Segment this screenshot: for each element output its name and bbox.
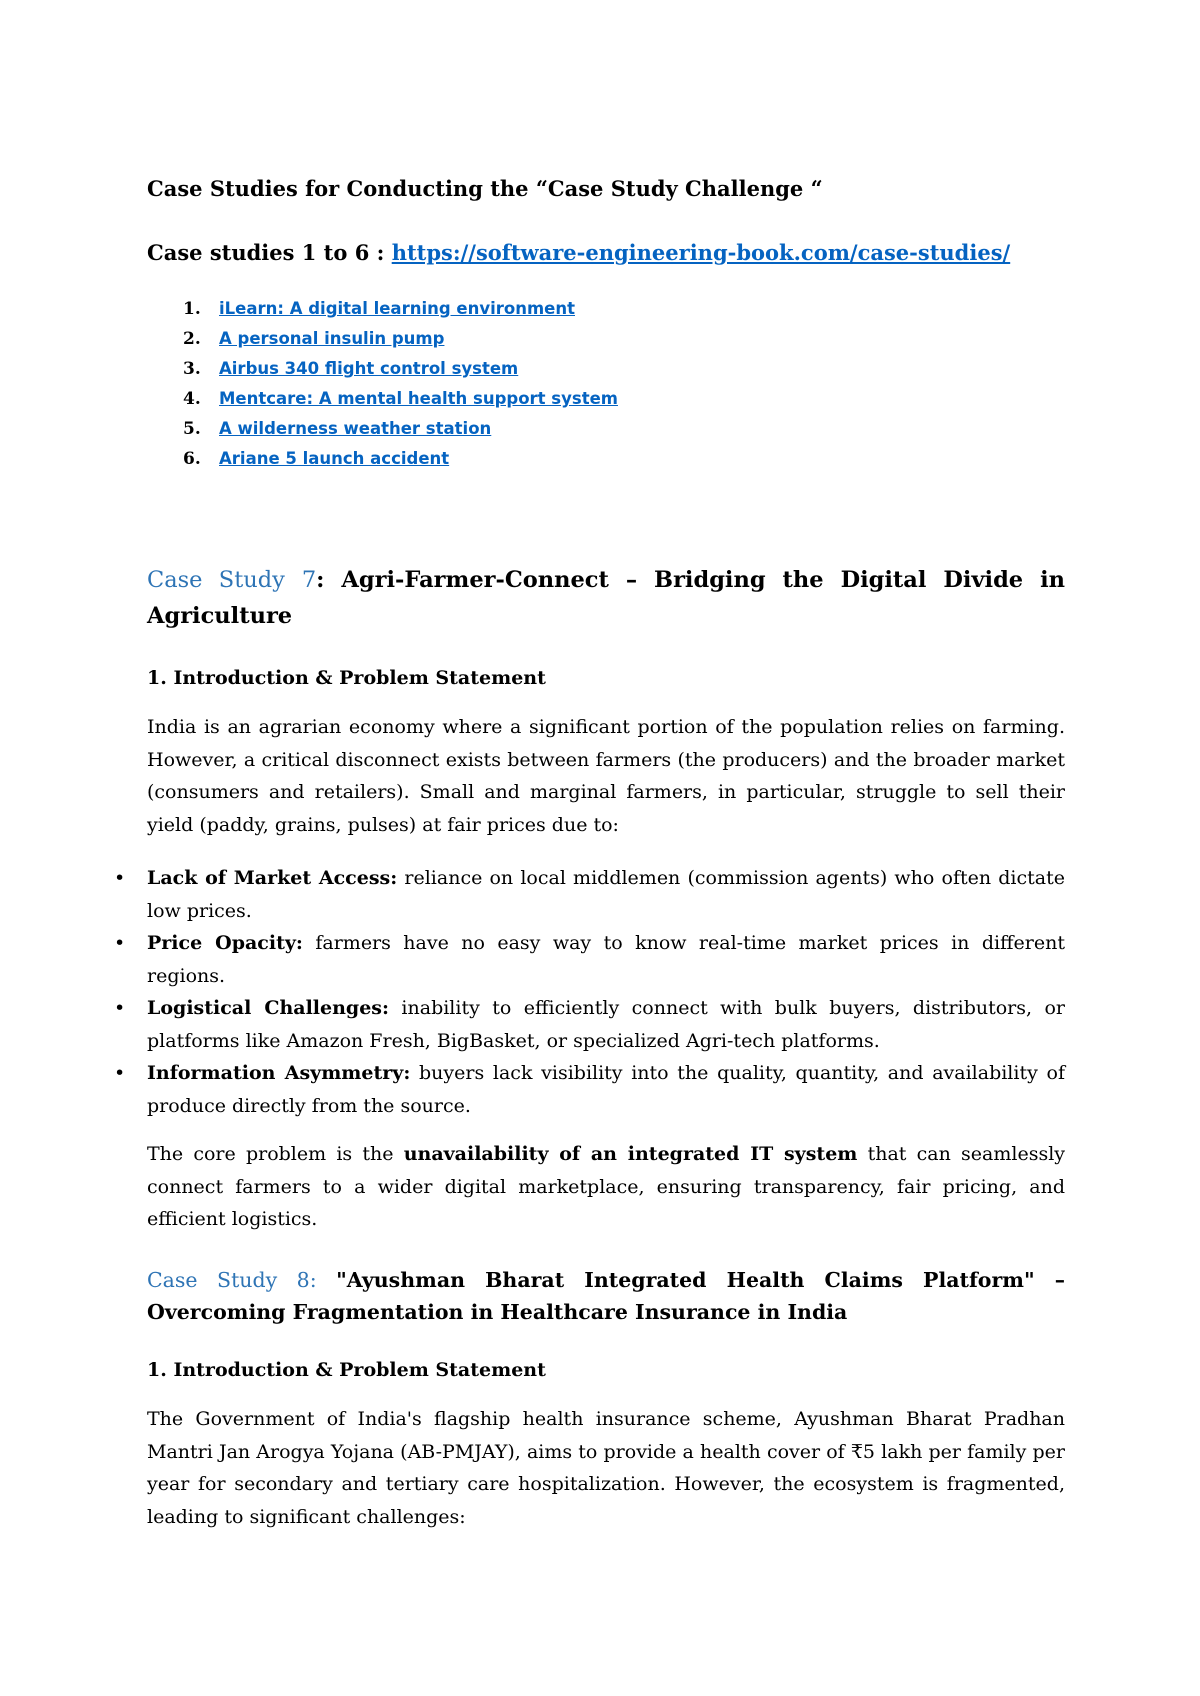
list-item — [114, 862, 1065, 927]
issue-title: Lack of Market Access: — [147, 867, 398, 889]
list-number: 3. — [183, 359, 201, 379]
case-study-8-intro-paragraph: The Government of India's flagship health insurance scheme, Ayushman Bharat Pradhan Mantri Jan Arogya Yojana (AB-PMJAY), aims to provide a health cover of ₹5 lakh per family per year for secondary and tertiary care hospitalization. However, the ecosystem is fragmented, leading to significant challenges: — [147, 1408, 1065, 1528]
list-item — [147, 444, 618, 474]
issue-text: inability to efficiently connect with bulk buyers, distributors, or platforms like Amazon Fresh, BigBasket, or specialized Agri-tech platforms. — [147, 997, 1065, 1052]
bullet-icon: • — [114, 932, 126, 954]
case-study-list — [147, 294, 618, 474]
core-problem-paragraph — [147, 1138, 1065, 1236]
list-number: 5. — [183, 419, 201, 439]
case-study-7-heading — [147, 562, 1065, 634]
list-number: 4. — [183, 389, 201, 409]
case-study-8-colon: : — [309, 1268, 337, 1292]
case-study-8-label: Case Study 8 — [147, 1268, 310, 1292]
case-study-7-intro-heading: 1. Introduction & Problem Statement — [147, 667, 546, 689]
list-item — [114, 992, 1065, 1057]
core-problem-post: that can seamlessly connect farmers to a wider digital marketplace, ensuring transparency, fair pricing, and efficient logistics. — [147, 1143, 1066, 1230]
list-item — [114, 1057, 1065, 1122]
case-study-8-heading-block — [147, 1264, 1065, 1328]
case-study-7-label: Case Study — [147, 567, 285, 593]
list-item — [147, 354, 618, 384]
case-study-8-title: "Ayushman Bharat Integrated Health Claims Platform" – Overcoming Fragmentation in Healthcare Insurance in India — [147, 1268, 1065, 1324]
list-item — [147, 324, 618, 354]
case-study-7-number: 7 — [301, 567, 317, 593]
issue-text: farmers have no easy way to know real-time market prices in different regions. — [147, 932, 1065, 987]
list-item — [147, 384, 618, 414]
case-study-7-issues-block — [114, 862, 1065, 1122]
study-link-mentcare[interactable]: Mentcare: A mental health support system — [219, 389, 618, 408]
core-problem-bold: unavailability of an integrated IT system — [403, 1143, 858, 1165]
issue-title: Logistical Challenges: — [147, 997, 389, 1019]
study-link-ilearn[interactable]: iLearn: A digital learning environment — [219, 299, 575, 318]
case-study-7-intro-para-block — [147, 711, 1065, 841]
study-link-weather-station[interactable]: A wilderness weather station — [219, 419, 492, 438]
list-item — [147, 294, 618, 324]
issue-text: buyers lack visibility into the quality, quantity, and availability of produce directly from the source. — [147, 1062, 1065, 1117]
study-link-ariane[interactable]: Ariane 5 launch accident — [219, 449, 450, 468]
list-item — [147, 414, 618, 444]
page-title: Case Studies for Conducting the “Case Study Challenge “ — [147, 176, 823, 201]
list-number: 2. — [183, 329, 201, 349]
list-number: 6. — [183, 449, 201, 469]
study-link-insulin-pump[interactable]: A personal insulin pump — [219, 329, 445, 348]
core-problem-pre: The core problem is the — [147, 1143, 404, 1165]
case-study-7-intro-block — [147, 665, 1065, 691]
issue-title: Price Opacity: — [147, 932, 303, 954]
case-study-7-title: : Agri-Farmer-Connect – Bridging the Digital Divide in Agriculture — [147, 567, 1065, 629]
case-study-8-heading — [147, 1264, 1065, 1328]
case-study-8-intro-block — [147, 1357, 1065, 1383]
issue-text: reliance on local middlemen (commission agents) who often dictate low prices. — [147, 867, 1065, 922]
case-study-7-heading-block — [147, 562, 1065, 634]
bullet-icon: • — [114, 867, 126, 889]
bullet-icon: • — [114, 1062, 126, 1084]
case-studies-link-line — [147, 240, 1010, 265]
case-study-8-intro-heading: 1. Introduction & Problem Statement — [147, 1359, 546, 1381]
case-studies-url-link[interactable]: https://software-engineering-book.com/case-studies/ — [391, 240, 1011, 265]
case-studies-label: Case studies 1 to 6 : — [147, 240, 392, 265]
list-number: 1. — [183, 299, 201, 319]
case-study-8-intro-para-block — [147, 1403, 1065, 1533]
bullet-icon: • — [114, 997, 126, 1019]
issue-title: Information Asymmetry: — [147, 1062, 411, 1084]
case-study-7-core-block — [147, 1138, 1065, 1236]
issue-list — [114, 862, 1065, 1122]
case-study-7-intro-paragraph: India is an agrarian economy where a significant portion of the population relies on farming. However, a critical disconnect exists between farmers (the producers) and the broader market (consumers and retailers). Small and marginal farmers, in particular, struggle to sell their yield (paddy, grains, pulses) at fair prices due to: — [147, 716, 1065, 836]
list-item — [114, 927, 1065, 992]
study-link-airbus[interactable]: Airbus 340 flight control system — [219, 359, 519, 378]
